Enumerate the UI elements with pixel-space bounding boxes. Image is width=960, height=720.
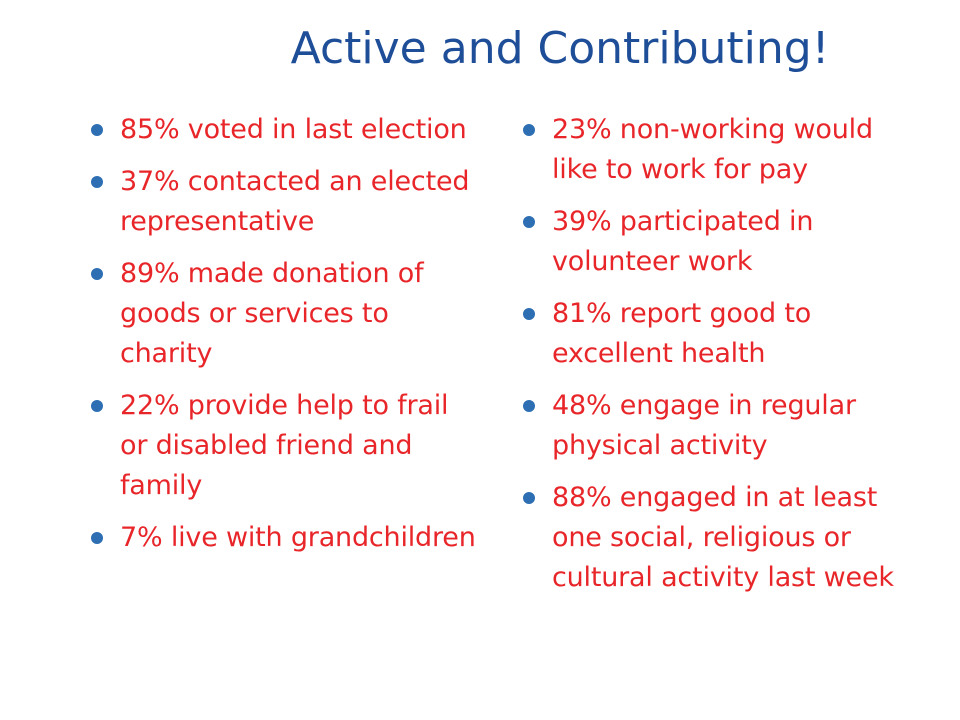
list-item-text: 39% participated in volunteer work [552, 206, 814, 277]
bullet-icon [523, 492, 535, 504]
list-item [520, 386, 920, 466]
list-item-text: 88% engaged in at least one social, religious or cultural activity last week [552, 482, 894, 593]
bullet-icon [91, 176, 103, 188]
bullet-icon [91, 532, 103, 544]
list-item [520, 478, 920, 598]
list-item [520, 294, 920, 374]
bullet-icon [523, 216, 535, 228]
bullet-icon [523, 124, 535, 136]
list-item [520, 202, 920, 282]
list-item [88, 162, 480, 242]
list-item [88, 386, 480, 506]
bullet-icon [523, 308, 535, 320]
list-item-text: 37% contacted an elected representative [120, 166, 470, 237]
bullet-icon [91, 400, 103, 412]
list-item [520, 110, 920, 190]
bullet-icon [91, 124, 103, 136]
list-item-text: 85% voted in last election [120, 114, 467, 145]
list-item-text: 81% report good to excellent health [552, 298, 812, 369]
list-item-text: 23% non-working would like to work for pay [552, 114, 873, 185]
list-item [88, 254, 480, 374]
bullet-icon [523, 400, 535, 412]
list-item-text: 48% engage in regular physical activity [552, 390, 856, 461]
right-bullet-list [520, 110, 920, 610]
list-item-text: 22% provide help to frail or disabled friend and family [120, 390, 449, 501]
list-item-text: 89% made donation of goods or services to charity [120, 258, 424, 369]
list-item [88, 518, 480, 558]
list-item [88, 110, 480, 150]
slide-title: Active and Contributing! [290, 23, 830, 74]
bullet-icon [91, 268, 103, 280]
list-item-text: 7% live with grandchildren [120, 522, 476, 553]
left-bullet-list [88, 110, 480, 570]
